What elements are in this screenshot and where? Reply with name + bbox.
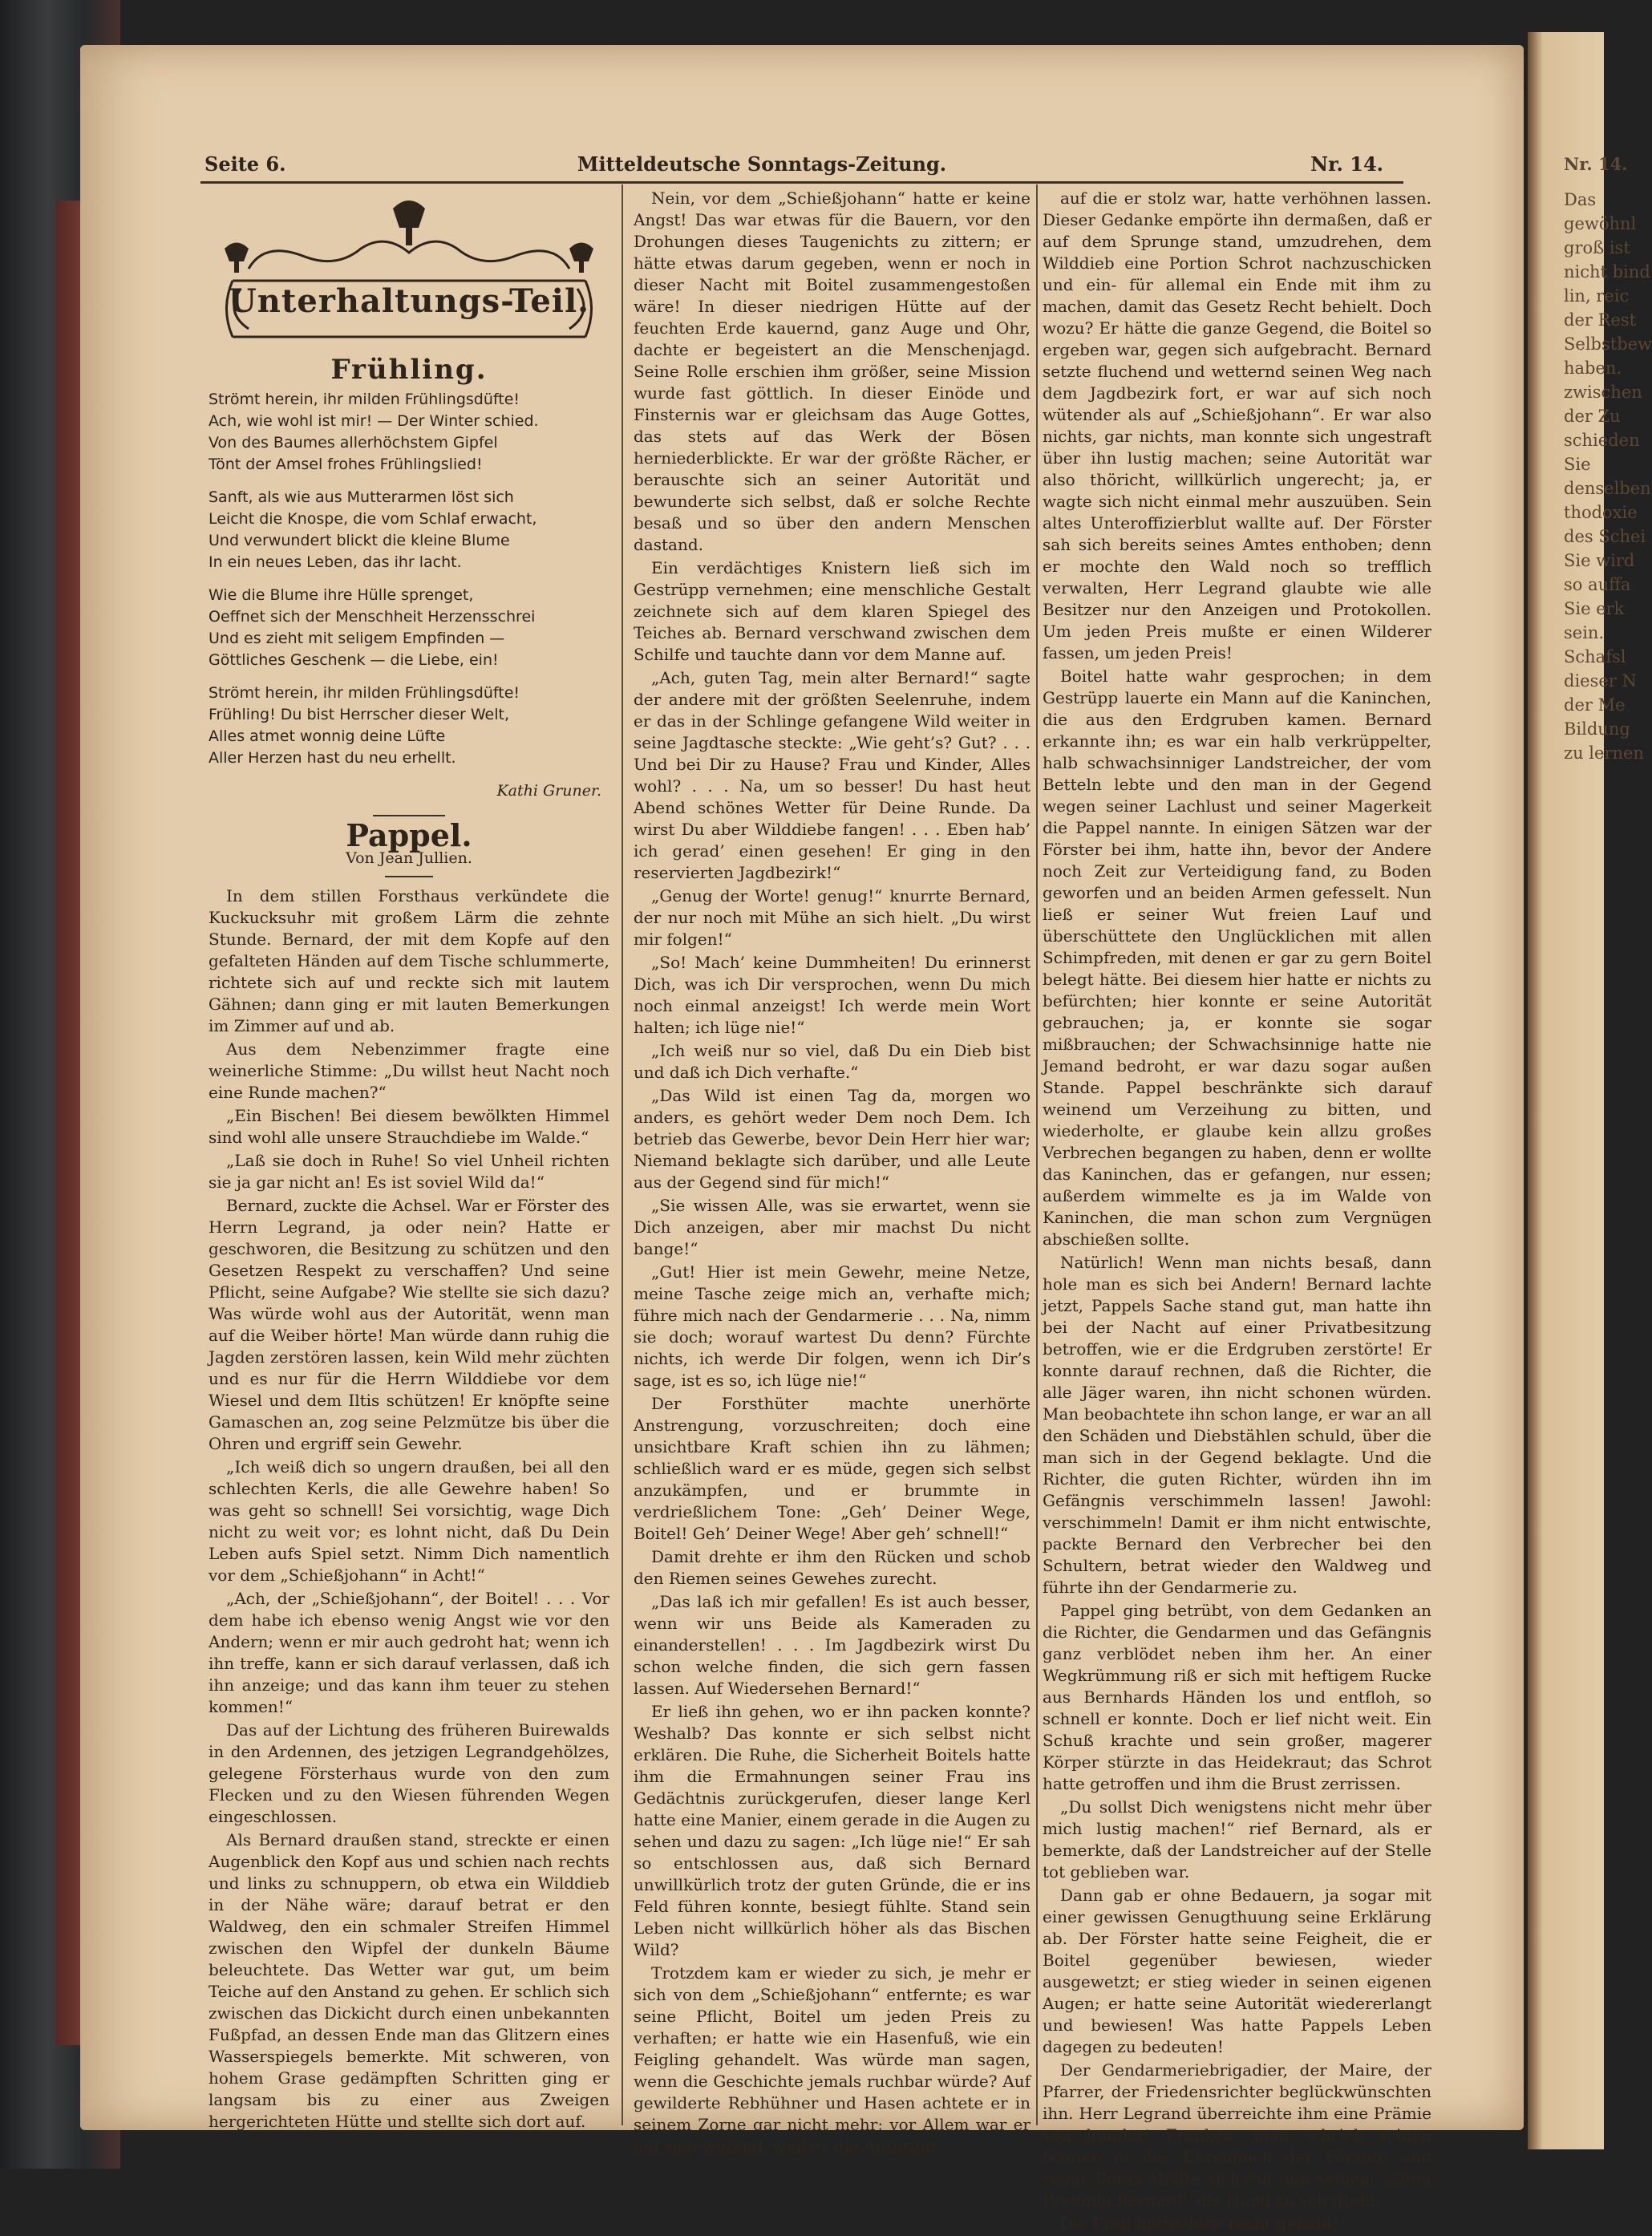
story-paragraph: Ein verdächtiges Knistern ließ sich im Gestrüpp vernehmen; eine menschliche Gestalt zeichnete sich auf dem klaren Spiegel des Teiches ab. Bernard verschwand zwischen dem Schilfe und tauchte dann vor dem Manne auf. [634, 558, 1030, 664]
poem-line: Strömt herein, ihr milden Frühlingsdüfte! [209, 391, 520, 408]
poem-line: Leicht die Knospe, die vom Schlaf erwacht, [209, 510, 537, 528]
column-divider-1 [622, 184, 623, 2125]
poem-line: Wie die Blume ihre Hülle sprenget, [209, 586, 474, 604]
story-paragraph: Er ließ ihn gehen, wo er ihn packen konnte? Weshalb? Das konnte er sich selbst nicht erklären. Die Ruhe, die Sicherheit Boitels hatte ihm die Ermahnungen seiner Frau ins Gedächtnis zurückgerufen, dieser lange Kerl hatte eine Manier, einem gerade in die Augen zu sehen und dazu zu sagen: „Ich lüge nie!“ Er sah so entschlossen aus, daß sich Bernard unwillkürlich trotz der guten Gründe, die er ins Feld führen konnte, besiegt fühlte. Stand sein Leben nicht willkürlich höher als das Bischen Wild? [634, 1702, 1031, 1959]
poem-line: Frühling! Du bist Herrscher dieser Welt, [209, 706, 509, 723]
poem-line: In ein neues Leben, das ihr lacht. [209, 553, 462, 571]
story-paragraph: „Ach, der „Schießjohann“, der Boitel! . . . Vor dem habe ich ebenso wenig Angst wie vor den Andern; wenn er mir auch gedroht hat; wenn ich ihn treffe, kann er sich darauf verlassen, daß ich ihn anzeige; und das kann ihm teuer zu stehen kommen!“ [209, 1589, 609, 1716]
poem-line: Und es zieht mit seligem Empfinden — [209, 630, 505, 647]
poem-body [209, 389, 609, 769]
adjacent-fragment: zwischen [1564, 383, 1642, 402]
story-paragraph: „Du sollst Dich wenigstens nicht mehr über mich lustig machen!“ rief Bernard, als er bemerkte, daß der Landstreicher auf der Stelle tot geblieben war. [1043, 1797, 1431, 1882]
poem-line: Alles atmet wonnig deine Lüfte [209, 727, 446, 745]
story-paragraph: Dann gab er ohne Bedauern, ja sogar mit einer gewissen Genugthuung seine Erklärung ab. Der Förster hatte seine Feigheit, die er Boitel gegenüber bewiesen, wieder ausgewetzt; er stieg wieder in seinen eigenen Augen; er hatte seine Autorität wiedererlangt und bewiesen! Was hatte Pappels Leben dagegen zu bedeuten! [1043, 1886, 1431, 2056]
adjacent-fragment: Schafsl [1564, 647, 1626, 666]
story-paragraph: Boitel hatte wahr gesprochen; in dem Gestrüpp lauerte ein Mann auf die Kaninchen, die aus den Erdgruben kamen. Bernard erkannte ihn; es war ein halb verkrüppelter, halb schwachsinniger Landstreicher, der vom Betteln lebte und den man in der Gegend wegen seiner Lachlust und seiner Magerkeit die Pappel nannte. In einigen Sätzen war der Förster bei ihm, hatte ihn, bevor der Andere noch Zeit zur Verteidigung fand, zu Boden geworfen und an beiden Armen gefesselt. Nun ließ er seiner Wut freien Lauf und überschüttete den Unglücklichen mit allen Schimpfreden, mit denen er gar zu gern Boitel belegt hätte. Bei diesem hier hatte er nichts zu befürchten; hier konnte er seine Autorität gebrauchen; ja, er konnte sie sogar mißbrauchen; der Schwachsinnige hatte nie Jemand bedroht, er war dazu sogar außen Stande. Pappel beschränkte sich darauf weinend um Verzeihung zu bitten, und wiederholte, er glaube kein allzu großes Verbrechen begangen zu haben, denn er wollte das Kaninchen, das er gefangen, nur essen; außerdem wimmelte es ja im Walde von Kaninchen, die man schon zum Vergnügen abschießen sollte. [1043, 666, 1431, 1249]
story-paragraph: Der Forsthüter machte unerhörte Anstrengung, vorzuschreiten; doch eine unsichtbare Kraft schien ihn zu lähmen; schließlich ward er es müde, gegen sich selbst anzukämpfen, und er brummte in verdrießlichem Tone: „Geh’ Deiner Wege, Boitel! Geh’ Deiner Wege! Aber geh’ schnell!“ [634, 1394, 1030, 1543]
page-number: Seite 6. [204, 152, 286, 176]
poem-line: Tönt der Amsel frohes Frühlingslied! [209, 456, 483, 473]
story-paragraph: In dem stillen Forsthaus verkündete die Kuckucksuhr mit großem Lärm die zehnte Stunde. Bernard, der mit dem Kopfe auf den gefalteten Händen auf dem Tische schlummerte, richtete sich auf und reckte sich mit lautem Gähnen; dann ging er mit lauten Bemerkungen im Zimmer auf und ab. [209, 886, 609, 1035]
page-header [124, 152, 1399, 184]
title-underline [385, 876, 433, 877]
adjacent-fragment: denselben [1564, 479, 1651, 498]
poem-line: Aller Herzen hast du neu erhellt. [209, 749, 456, 767]
adjacent-fragment: schieden [1564, 431, 1640, 450]
story-paragraph: Bernard, zuckte die Achsel. War er Förster des Herrn Legrand, ja oder nein? Hatte er geschworen, die Besitzung zu schützen und den Gesetzen Respekt zu verschaffen? Und seine Pflicht, seine Aufgabe? Wie stellte sie sich dazu? Was würde wohl aus der Autorität, wenn man auf die Weiber hörte! Man würde dann ruhig die Jagden zerstören lassen, kein Wild mehr züchten und es nur für die Herrn Wilddiebe vor dem Wiesel und dem Iltis schützen! Er knöpfte seine Gamaschen an, zog seine Pelzmütze bis über die Ohren und ergriff sein Gewehr. [209, 1196, 609, 1453]
adjacent-fragment: Sie wird [1564, 551, 1635, 570]
story-paragraph: auf die er stolz war, hatte verhöhnen lassen. Dieser Gedanke empörte ihn dermaßen, daß er auf dem Sprunge stand, umzudrehen, dem Wilddieb eine Portion Schrot nachzuschicken und ein- für allemal ein Ende mit ihm zu machen, damit das Gesetz Recht behielt. Doch wozu? Er hätte die ganze Gegend, die Boitel so ergeben war, gegen sich aufgebracht. Bernard setzte fluchend und wetternd seinen Weg nach dem Jagdbezirk fort, er war auf sich noch wütender als auf „Schießjohann“. Er war also nichts, gar nichts, man konnte sich ungestraft über ihn lustig machen; seine Autorität war also thöricht, willkürlich ungerecht; ja, er wagte sich nicht einmal mehr auszuüben. Sein altes Unteroffizierblut wallte auf. Der Förster sah sich bereits seines Amtes enthoben; denn er mochte den Wald noch so trefflich verwalten, Herr Legrand glaubte wie alle Besitzer nur den Anzeigen und Protokollen. Um jeden Preis mußte er einen Wilderer fassen, um jeden Preis! [1043, 188, 1431, 662]
adjacent-fragment: gewöhnl [1564, 214, 1637, 233]
poem-line: Göttliches Geschenk — die Liebe, ein! [209, 651, 499, 669]
adjacent-page-text [1564, 152, 1652, 765]
story-paragraph: „Laß sie doch in Ruhe! So viel Unheil richten sie ja gar nicht an! Es ist soviel Wild da!“ [209, 1151, 609, 1192]
story-title: Pappel. [346, 817, 472, 853]
poem-stanza [209, 585, 609, 671]
story-paragraph: Pappel ging betrübt, von dem Gedanken an die Richter, die Gendarmen und das Gefängnis ganz verblödet neben ihm her. An einer Wegkrümmung riß er sich mit heftigem Rucke aus Bernhards Händen los und entfloh, so schnell er konnte. Doch er lief nicht weit. Ein Schuß krachte und sein großer, magerer Körper stürzte in das Heidekraut; das Schrot hatte getroffen und ihm die Brust zerrissen. [1043, 1601, 1431, 1793]
adjacent-fragment: der Rest [1564, 310, 1637, 330]
adjacent-fragment: lin, reic [1564, 286, 1630, 306]
story-paragraph: Trotzdem kam er wieder zu sich, je mehr er sich von dem „Schießjohann“ entfernte; es war seine Pflicht, Boitel um jeden Preis zu verhaften; er hatte wie ein Hasenfuß, wie ein Feigling gehandelt. Was würde man sagen, wenn die Geschichte jemals ruchbar würde? Auf gewilderte Rebhühner und Hasen achtete er in seinem Zorne gar nicht mehr; vor Allem war er auf sich wütend, weil er die Autorität, [634, 1963, 1030, 2156]
adjacent-fragment: sein. [1564, 623, 1605, 642]
story-paragraph: „Das laß ich mir gefallen! Es ist auch besser, wenn wir uns Beide als Kameraden zu einanderstellen! . . . Im Jagdbezirk wirst Du schon welche finden, die sich gern fassen lassen. Auf Wiedersehen Bernard!“ [634, 1592, 1030, 1698]
story-paragraph: „Ach, guten Tag, mein alter Bernard!“ sagte der andere mit der größten Seelenruhe, indem er das in der Schlinge gefangene Wild weiter in seine Jagdtasche steckte: „Wie geht’s? Gut? . . . Und bei Dir zu Hause? Frau und Kinder, Alles wohl? . . . Na, um so besser! Du hast heut Abend schönes Wetter für Deine Runde. Da wirst Du aber Wilddiebe fangen! . . . Eben hab’ ich gerad’ einen gesehen! Er ging in den reservierten Jagdbezirk!“ [634, 668, 1030, 882]
ornament-frame-icon [217, 192, 601, 353]
adjacent-page-header: Nr. 14. [1564, 154, 1628, 174]
story-paragraph: „So! Mach’ keine Dummheiten! Du erinnerst Dich, was ich Dir versprochen, wenn Du mich noch einmal anzeigst! Ich werde mein Wort halten; ich lüge nie!“ [634, 953, 1030, 1037]
adjacent-fragment: Bildung [1564, 719, 1630, 739]
poem-line: Von des Baumes allerhöchstem Gipfel [209, 434, 498, 452]
poem-stanza [209, 487, 609, 573]
story-paragraph: Aus dem Nebenzimmer fragte eine weinerliche Stimme: „Du willst heut Nacht noch eine Runde machen?“ [209, 1039, 609, 1102]
story-column-3 [1043, 188, 1431, 2236]
column-1 [209, 192, 609, 2134]
story-column-1 [209, 885, 609, 2133]
poem-stanza [209, 389, 609, 476]
poem-line: Und verwundert blickt die kleine Blume [209, 532, 510, 549]
poem-author: Kathi Gruner. [496, 782, 601, 800]
poem-stanza [209, 683, 609, 769]
story-paragraph: Der Gendarmeriebrigadier, der Maire, der Pfarrer, der Friedensrichter beglückwünschten ihn. Herr Legrand überreichte ihm eine Prämie von hundert Franken; man schrieb seinen Namen in das Ehrenbuch der Förster, und sogar Boitel stellte sich ein, um seinem „alten Freunde Bernard“ die Hand zu schütteln. [1043, 2060, 1431, 2210]
adjacent-fragment: dieser N [1564, 671, 1637, 691]
poem-line: Sanft, als wie aus Mutterarmen löst sich [209, 488, 514, 506]
story-paragraph: Als Bernard draußen stand, streckte er einen Augenblick den Kopf aus und schien nach rechts und links zu schnuppern, ob etwa ein Wilddieb in der Nähe wäre; darauf betrat er den Waldweg, den ein schmaler Streifen Himmel zwischen den Wipfel der dunkeln Bäume beleuchtete. Das Wetter war gut, um beim Teiche auf den Anstand zu gehen. Er schlich sich zwischen das Dickicht durch einen unbekannten Fußpfad, an dessen Ende man das Glitzern eines Wasserspiegels bemerkte. Mit schweren, von hohem Grase gedämpften Schritten ging er langsam bis zu einer aus Zweigen hergerichteten Hütte und stellte sich dort auf. [209, 1830, 609, 2131]
story-paragraph: „Gut! Hier ist mein Gewehr, meine Netze, meine Tasche zeige mich an, verhafte mich; führe mich nach der Gendarmerie . . . Na, nimm sie doch; worauf wartest Du denn? Fürchte nichts, ich werde Dir folgen, wenn ich Dir’s sage, ist es so, ich lüge nie!“ [634, 1262, 1030, 1390]
adjacent-fragment: Das [1564, 190, 1597, 209]
story-paragraph: Nein, vor dem „Schießjohann“ hatte er keine Angst! Das war etwas für die Bauern, vor den Drohungen dieses Taugenichts zu zittern; er hätte etwas darum gegeben, wenn er noch in dieser Nacht mit Boitel zusammengestoßen wäre! In dieser niedrigen Hütte auf der feuchten Erde kauernd, ganz Auge und Ohr, dachte er begeistert an die Menschenjagd. Seine Rolle erschien ihm größer, seine Mission wurde fast göttlich. In dieser Einöde und Finsternis war er gleichsam das Auge Gottes, das stets auf das Werk der Bösen herniederblickte. Er war der größte Rächer, er berauschte sich an seiner Autorität und bewunderte sich selbst, daß er solche Rechte besaß und so über den andern Menschen dastand. [634, 188, 1030, 554]
header-rule [200, 181, 1403, 184]
section-title: Unterhaltungs-Teil. [228, 282, 590, 320]
adjacent-fragment: haben. [1564, 358, 1622, 378]
story-paragraph: Das auf der Lichtung des früheren Buirewalds in den Ardennen, des jetzigen Legrandgehölzes, gelegene Försterhaus wurde von den zum Flecken und zu den Wiesen führenden Wegen eingeschlossen. [209, 1720, 609, 1826]
story-column-2 [634, 188, 1030, 2159]
adjacent-fragment: Selbstbew [1564, 334, 1652, 354]
story-paragraph: „Ich weiß dich so ungern draußen, bei all den schlechten Kerls, die alle Gewehre haben! So was geht so schnell! Sei vorsichtig, wage Dich nicht zu weit vor; es lohnt nicht, daß Du Dein Leben aufs Spiel setzt. Nimm Dich namentlich vor dem „Schießjohann“ in Acht!“ [209, 1457, 609, 1585]
adjacent-fragment: der Me [1564, 695, 1626, 715]
story-paragraph: Damit drehte er ihm den Rücken und schob den Riemen seines Gewehes zurecht. [634, 1547, 1030, 1588]
poem-line: Ach, wie wohl ist mir! — Der Winter schied. [209, 412, 539, 430]
adjacent-page-fragments [1564, 188, 1652, 765]
story-paragraph: „Ich weiß nur so viel, daß Du ein Dieb bist und daß ich Dich verhafte.“ [634, 1041, 1030, 1082]
story-paragraph: Die Frau hatte doch recht gehabt! [1060, 2214, 1339, 2233]
story-paragraph: Natürlich! Wenn man nichts besaß, dann hole man es sich bei Andern! Bernard lachte jetzt, Pappels Sache stand gut, man hatte ihn bei der Nacht auf einer Privatbesitzung betroffen, wie er die Erdgruben zerstörte! Er konnte darauf rechnen, daß die Richter, die alle Jäger waren, ihn nicht schonen würden. Man beobachtete ihn schon lange, er war an all den Schäden und Diebstählen schuld, über die man sich in der Gegend beklagte. Und die Richter, die guten Richter, würden ihn im Gefängnis verschimmeln lassen! Jawohl: verschimmeln! Damit er ihm nicht entwischte, packte Bernard den Verbrecher bei den Schultern, betrat wieder den Waldweg und führte ihn der Gendarmerie zu. [1043, 1253, 1431, 1597]
poem-title: Frühling. [330, 354, 488, 386]
adjacent-fragment: groß ist [1564, 238, 1630, 257]
section-separator [373, 815, 445, 816]
adjacent-page [1528, 32, 1652, 2149]
story-byline: Von Jean Jullien. [346, 849, 472, 867]
adjacent-fragment: so auffa [1564, 575, 1631, 594]
adjacent-fragment: der Zu [1564, 407, 1621, 426]
issue-number: Nr. 14. [1310, 152, 1383, 176]
story-paragraph: „Ein Bischen! Bei diesem bewölkten Himmel sind wohl alle unsere Strauchdiebe im Walde.“ [209, 1106, 609, 1147]
adjacent-fragment: Sie [1564, 455, 1591, 474]
newspaper-name: Mitteldeutsche Sonntags-Zeitung. [577, 152, 947, 176]
adjacent-fragment: Sie erk [1564, 599, 1625, 618]
story-paragraph: „Sie wissen Alle, was sie erwartet, wenn sie Dich anzeigen, aber mir machst Du nicht bange!“ [634, 1196, 1030, 1258]
adjacent-fragment: nicht bind [1564, 262, 1650, 282]
adjacent-fragment: thodoxie [1564, 503, 1638, 522]
poem-line: Oeffnet sich der Menschheit Herzensschrei [209, 608, 536, 626]
poem-line: Strömt herein, ihr milden Frühlingsdüfte! [209, 684, 520, 702]
story-paragraph: „Das Wild ist einen Tag da, morgen wo anders, es gehört weder Dem noch Dem. Ich betrieb das Gewerbe, bevor Dein Herr hier war; Niemand beklagte sich darüber, und alle Leute aus der Gegend sind für mich!“ [634, 1086, 1030, 1192]
section-banner [217, 192, 601, 353]
story-paragraph: „Genug der Worte! genug!“ knurrte Bernard, der nur noch mit Mühe an sich hielt. „Du wirst mir folgen!“ [634, 886, 1030, 949]
column-divider-2 [1036, 184, 1038, 2125]
adjacent-fragment: des Schei [1564, 527, 1646, 546]
adjacent-fragment: zu lernen [1564, 743, 1644, 763]
